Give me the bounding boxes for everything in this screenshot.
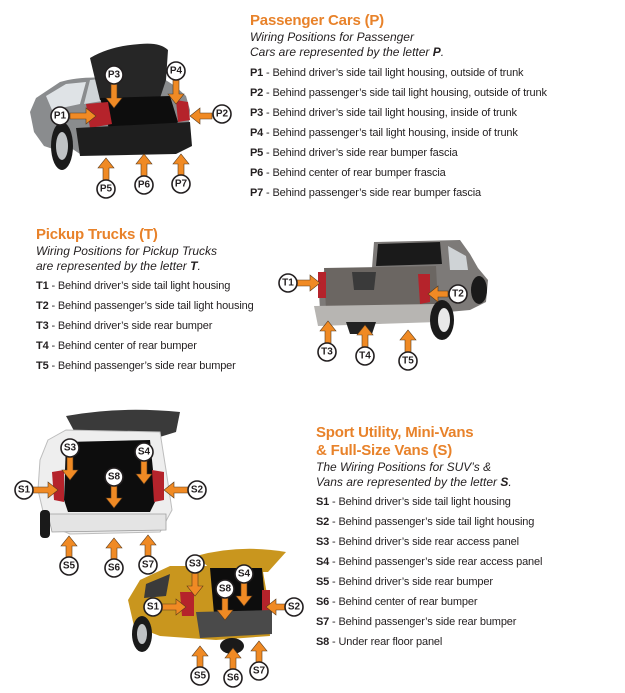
svg-text:P2: P2: [215, 108, 229, 120]
list-item: S5 - Behind driver’s side rear bumper: [316, 576, 493, 588]
svg-text:T4: T4: [359, 350, 371, 362]
list-item: P2 - Behind passenger’s side tail light housing, outside of trunk: [250, 87, 547, 99]
list-item: P3 - Behind driver’s side tail light housing, inside of trunk: [250, 107, 517, 119]
svg-text:S4: S4: [237, 568, 251, 580]
svg-text:S6: S6: [107, 562, 121, 574]
marker-t1: [279, 274, 320, 292]
list-item: T4 - Behind center of rear bumper: [36, 340, 197, 352]
marker-s6-yellow: [224, 648, 242, 687]
list-item: S8 - Under rear floor panel: [316, 636, 443, 648]
trucks-title: Pickup Trucks (T): [36, 226, 158, 243]
svg-text:T2: T2: [452, 288, 464, 300]
list-item: T3 - Behind driver’s side rear bumper: [36, 320, 213, 332]
suv-title: Sport Utility, Mini-Vans & Full-Size Vans (S): [316, 424, 474, 459]
svg-text:S4: S4: [137, 446, 151, 458]
list-item: T5 - Behind passenger’s side rear bumper: [36, 360, 236, 372]
svg-text:T5: T5: [402, 355, 414, 367]
svg-text:S1: S1: [146, 601, 160, 613]
svg-text:S5: S5: [193, 670, 207, 682]
svg-text:S3: S3: [188, 558, 202, 570]
svg-text:S5: S5: [62, 560, 76, 572]
list-item: P7 - Behind passenger’s side rear bumper fascia: [250, 187, 482, 199]
svg-text:S6: S6: [226, 672, 240, 684]
list-item: S1 - Behind driver’s side tail light housing: [316, 496, 511, 508]
marker-p2: [190, 105, 231, 124]
marker-s5: [60, 536, 78, 575]
svg-text:S2: S2: [287, 601, 301, 613]
list-item: P4 - Behind passenger’s tail light housing, inside of trunk: [250, 127, 518, 139]
svg-text:S2: S2: [190, 484, 204, 496]
svg-text:S8: S8: [218, 583, 232, 595]
suv-subtitle: The Wiring Positions for SUV’s & Vans are represented by the letter S.: [316, 460, 512, 489]
marker-s7: [139, 535, 157, 574]
list-item: S7 - Behind passenger’s side rear bumper: [316, 616, 517, 628]
car-icon: [30, 44, 192, 170]
list-item: S3 - Behind driver’s side rear access panel: [316, 536, 519, 548]
svg-text:P3: P3: [107, 69, 121, 81]
marker-p6: [135, 154, 153, 194]
svg-text:S1: S1: [17, 484, 31, 496]
svg-text:P5: P5: [99, 183, 113, 195]
svg-text:S3: S3: [63, 442, 77, 454]
list-item: T2 - Behind passenger’s side tail light housing: [36, 300, 254, 312]
list-item: S4 - Behind passenger’s side rear access panel: [316, 556, 543, 568]
svg-text:S7: S7: [141, 559, 155, 571]
svg-text:P6: P6: [137, 179, 151, 191]
trucks-subtitle: Wiring Positions for Pickup Trucks are represented by the letter T.: [36, 244, 218, 273]
marker-s5-yellow: [191, 646, 209, 685]
marker-p7: [172, 154, 190, 193]
list-item: P1 - Behind driver’s side tail light housing, outside of trunk: [250, 67, 524, 79]
marker-s7-yellow: [250, 641, 268, 680]
marker-t5: [399, 330, 417, 370]
svg-text:T1: T1: [282, 277, 294, 289]
svg-text:P1: P1: [53, 110, 67, 122]
svg-text:S7: S7: [252, 665, 266, 677]
svg-text:P7: P7: [174, 178, 188, 190]
svg-text:P4: P4: [169, 65, 183, 77]
marker-p5: [97, 158, 115, 198]
list-item: S2 - Behind passenger’s side tail light housing: [316, 516, 535, 528]
svg-text:S8: S8: [107, 471, 121, 483]
list-item: P5 - Behind driver’s side rear bumper fascia: [250, 147, 458, 159]
cars-subtitle: Wiring Positions for Passenger Cars are represented by the letter P.: [250, 30, 445, 59]
list-item: P6 - Behind center of rear bumper frascia: [250, 167, 446, 179]
marker-s6: [105, 538, 123, 577]
list-item: T1 - Behind driver’s side tail light housing: [36, 280, 231, 292]
svg-text:T3: T3: [321, 346, 333, 358]
list-item: S6 - Behind center of rear bumper: [316, 596, 478, 608]
marker-t3: [318, 321, 336, 361]
cars-title: Passenger Cars (P): [250, 12, 384, 29]
